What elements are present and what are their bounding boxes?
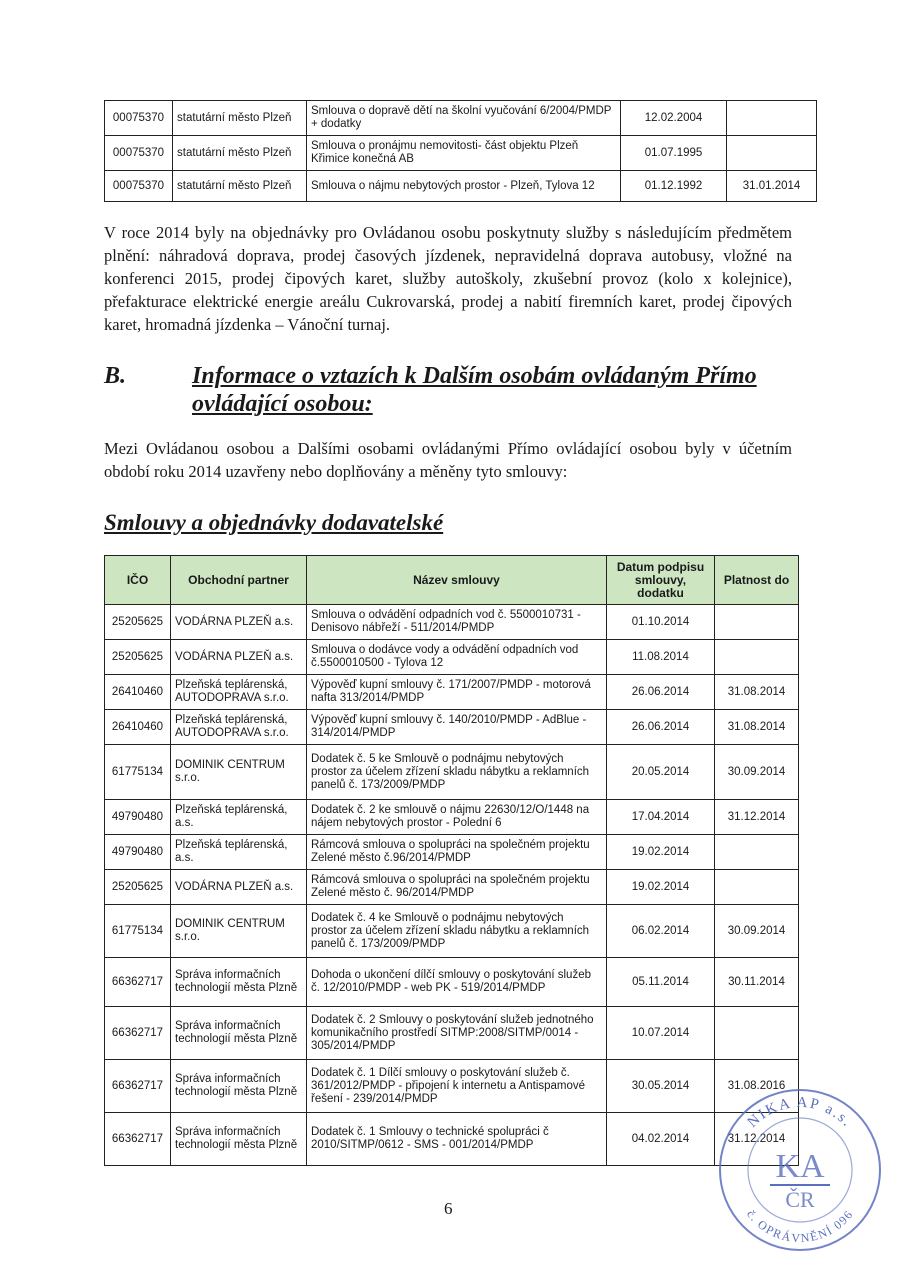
cell-valid-until: 31.08.2014 [715, 710, 799, 745]
cell-ico: 66362717 [105, 1113, 171, 1166]
table-row [105, 745, 799, 800]
cell-partner: Plzeňská teplárenská, AUTODOPRAVA s.r.o. [171, 675, 307, 710]
table-row [105, 1060, 799, 1113]
cell-ico: 25205625 [105, 640, 171, 675]
cell-partner: statutární město Plzeň [173, 101, 307, 136]
cell-contract-name: Dodatek č. 2 ke smlouvě o nájmu 22630/12/O/1448 na nájem nebytových prostor - Polední 6 [307, 800, 607, 835]
cell-contract-name: Rámcová smlouva o spolupráci na společném projektu Zelené město č. 96/2014/PMDP [307, 870, 607, 905]
cell-partner: DOMINIK CENTRUM s.r.o. [171, 745, 307, 800]
cell-signature-date: 06.02.2014 [607, 905, 715, 958]
cell-signature-date: 05.11.2014 [607, 958, 715, 1007]
cell-valid-until [715, 870, 799, 905]
cell-contract-name: Dodatek č. 1 Smlouvy o technické spolupráci č 2010/SITMP/0612 - SMS - 001/2014/PMDP [307, 1113, 607, 1166]
cell-partner: VODÁRNA PLZEŇ a.s. [171, 640, 307, 675]
table-row [105, 171, 817, 202]
header-valid-until: Platnost do [715, 556, 799, 605]
cell-partner: Správa informačních technologií města Plzně [171, 1007, 307, 1060]
cell-partner: DOMINIK CENTRUM s.r.o. [171, 905, 307, 958]
cell-valid-until [715, 605, 799, 640]
table-row [105, 710, 799, 745]
table-row [105, 800, 799, 835]
table-row [105, 870, 799, 905]
cell-ico: 26410460 [105, 675, 171, 710]
cell-partner: VODÁRNA PLZEŇ a.s. [171, 605, 307, 640]
cell-partner: Plzeňská teplárenská, a.s. [171, 835, 307, 870]
cell-valid-until [715, 835, 799, 870]
cell-valid-until: 31.08.2016 [715, 1060, 799, 1113]
cell-contract-name: Dodatek č. 4 ke Smlouvě o podnájmu nebytových prostor za účelem zřízení skladu nábytku a reklamních panelů č. 173/2009/PMDP [307, 905, 607, 958]
cell-valid-until: 31.08.2014 [715, 675, 799, 710]
cell-signature-date: 11.08.2014 [607, 640, 715, 675]
cell-partner: Plzeňská teplárenská, AUTODOPRAVA s.r.o. [171, 710, 307, 745]
cell-partner: statutární město Plzeň [173, 171, 307, 202]
cell-ico: 49790480 [105, 800, 171, 835]
cell-signature-date: 17.04.2014 [607, 800, 715, 835]
table-row [105, 101, 817, 136]
cell-ico: 25205625 [105, 870, 171, 905]
section-title: Informace o vztazích k Dalším osobám ovládaným Přímo ovládající osobou: [192, 363, 757, 417]
cell-valid-until [715, 640, 799, 675]
cell-valid-until: 30.09.2014 [715, 905, 799, 958]
stamp-bottom-text: č. OPRÁVNĚNÍ 096 [743, 1207, 857, 1246]
header-contract-name: Název smlouvy [307, 556, 607, 605]
cell-signature-date: 10.07.2014 [607, 1007, 715, 1060]
header-signature-date: Datum podpisu smlouvy, dodatku [607, 556, 715, 605]
cell-ico: 00075370 [105, 136, 173, 171]
cell-partner: Správa informačních technologií města Plzně [171, 958, 307, 1007]
cell-contract-name: Výpověď kupní smlouvy č. 171/2007/PMDP - motorová nafta 313/2014/PMDP [307, 675, 607, 710]
cell-contract-name: Rámcová smlouva o spolupráci na společném projektu Zelené město č.96/2014/PMDP [307, 835, 607, 870]
cell-ico: 61775134 [105, 745, 171, 800]
cell-ico: 00075370 [105, 171, 173, 202]
top-contracts-table [104, 100, 817, 202]
cell-contract-name: Dohoda o ukončení dílčí smlouvy o poskytování služeb č. 12/2010/PMDP - web PK - 519/2014/PMDP [307, 958, 607, 1007]
company-stamp [715, 1085, 885, 1255]
cell-contract-name: Dodatek č. 2 Smlouvy o poskytování služeb jednotného komunikačního prostředí SITMP:2008/SITMP/0014 - 305/2014/PMDP [307, 1007, 607, 1060]
cell-valid-until: 30.09.2014 [715, 745, 799, 800]
cell-partner: VODÁRNA PLZEŇ a.s. [171, 870, 307, 905]
cell-valid-until: 30.11.2014 [715, 958, 799, 1007]
table-row [105, 958, 799, 1007]
cell-valid-until: 31.12.2014 [715, 800, 799, 835]
cell-signature-date: 12.02.2004 [621, 101, 727, 136]
cell-ico: 00075370 [105, 101, 173, 136]
table-row [105, 640, 799, 675]
cell-ico: 66362717 [105, 1007, 171, 1060]
table-row [105, 605, 799, 640]
table-row [105, 1007, 799, 1060]
cell-ico: 49790480 [105, 835, 171, 870]
cell-ico: 26410460 [105, 710, 171, 745]
cell-partner: statutární město Plzeň [173, 136, 307, 171]
cell-signature-date: 01.12.1992 [621, 171, 727, 202]
cell-ico: 25205625 [105, 605, 171, 640]
stamp-lower-text: ČR [785, 1187, 815, 1212]
services-paragraph: V roce 2014 byly na objednávky pro Ovládanou osobu poskytnuty služby s následujícím předmětem plnění: náhradová doprava, prodej časových jízdenek, nepravidelná doprava autobusy, vložné na konferenci 2015, prodej čipových karet, služby autoškoly, zkušební provoz (kolo x kolejnice), přefakturace elektrické energie areálu Cukrovarská, prodej a nabití firemních karet, prodej čipových karet, hromadná jízdenka – Vánoční turnaj. [104, 223, 792, 334]
cell-partner: Správa informačních technologií města Plzně [171, 1113, 307, 1166]
cell-ico: 66362717 [105, 1060, 171, 1113]
cell-partner: Plzeňská teplárenská, a.s. [171, 800, 307, 835]
page-number: 6 [444, 1199, 453, 1218]
cell-valid-until: 31.12.2014 [715, 1113, 799, 1166]
table-header-row [105, 556, 799, 605]
cell-valid-until [727, 101, 817, 136]
cell-signature-date: 01.10.2014 [607, 605, 715, 640]
cell-contract-name: Smlouva o odvádění odpadních vod č. 5500010731 - Denisovo nábřeží - 511/2014/PMDP [307, 605, 607, 640]
section-letter: B. [104, 363, 127, 389]
table-row [105, 136, 817, 171]
cell-signature-date: 01.07.1995 [621, 136, 727, 171]
cell-valid-until: 31.01.2014 [727, 171, 817, 202]
cell-contract-name: Dodatek č. 1 Dílčí smlouvy o poskytování služeb č. 361/2012/PMDP - připojení k internetu a Antispamové řešení - 239/2014/PMDP [307, 1060, 607, 1113]
cell-contract-name: Smlouva o nájmu nebytových prostor - Plzeň, Tylova 12 [307, 171, 621, 202]
contracts-intro-paragraph: Mezi Ovládanou osobou a Dalšími osobami ovládanými Přímo ovládající osobou byly v účetním období roku 2014 uzavřeny nebo doplňovány a měněny tyto smlouvy: [104, 439, 792, 481]
cell-ico: 66362717 [105, 958, 171, 1007]
cell-signature-date: 19.02.2014 [607, 870, 715, 905]
supplier-contracts-table [104, 555, 799, 1166]
cell-contract-name: Výpověď kupní smlouvy č. 140/2010/PMDP - AdBlue - 314/2014/PMDP [307, 710, 607, 745]
cell-valid-until [727, 136, 817, 171]
cell-contract-name: Dodatek č. 5 ke Smlouvě o podnájmu nebytových prostor za účelem zřízení skladu nábytku a reklamních panelů č. 173/2009/PMDP [307, 745, 607, 800]
cell-signature-date: 26.06.2014 [607, 710, 715, 745]
table-row [105, 1113, 799, 1166]
cell-signature-date: 20.05.2014 [607, 745, 715, 800]
header-partner: Obchodní partner [171, 556, 307, 605]
table-row [105, 675, 799, 710]
cell-ico: 61775134 [105, 905, 171, 958]
table-row [105, 835, 799, 870]
cell-contract-name: Smlouva o pronájmu nemovitosti- část objektu Plzeň Křimice konečná AB [307, 136, 621, 171]
subsection-title: Smlouvy a objednávky dodavatelské [104, 510, 444, 535]
cell-signature-date: 30.05.2014 [607, 1060, 715, 1113]
cell-partner: Správa informačních technologií města Plzně [171, 1060, 307, 1113]
cell-signature-date: 04.02.2014 [607, 1113, 715, 1166]
table-row [105, 905, 799, 958]
cell-signature-date: 26.06.2014 [607, 675, 715, 710]
cell-contract-name: Smlouva o dodávce vody a odvádění odpadních vod č.5500010500 - Tylova 12 [307, 640, 607, 675]
stamp-middle-text: KA [775, 1148, 825, 1185]
header-ico: IČO [105, 556, 171, 605]
cell-signature-date: 19.02.2014 [607, 835, 715, 870]
stamp-top-text: NIKA AP a.s. [744, 1094, 856, 1131]
cell-contract-name: Smlouva o dopravě dětí na školní vyučování 6/2004/PMDP + dodatky [307, 101, 621, 136]
cell-valid-until [715, 1007, 799, 1060]
